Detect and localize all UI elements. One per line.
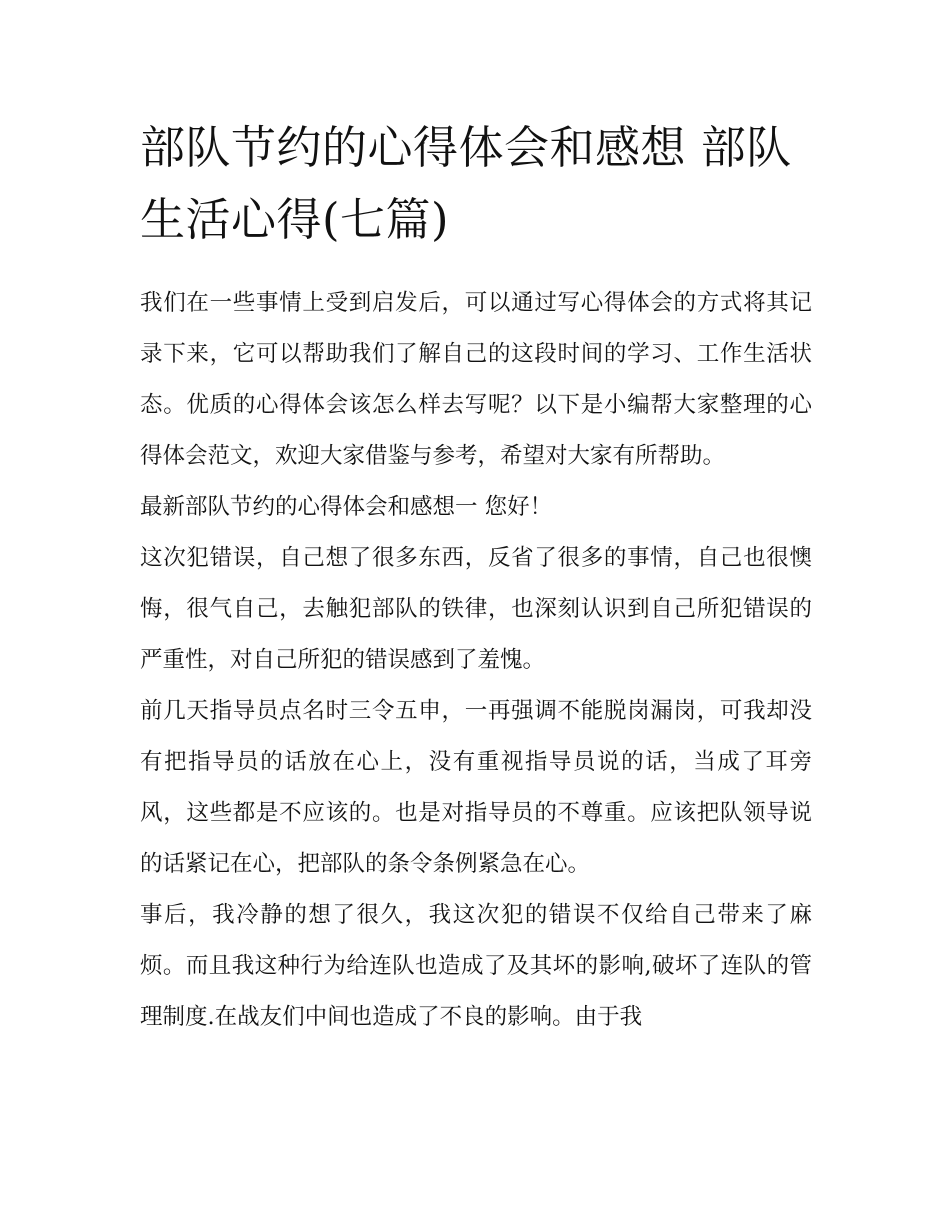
paragraph: 事后，我冷静的想了很久，我这次犯的错误不仅给自己带来了麻烦。而且我这种行为给连队也造成了及其坏的影响,破坏了连队的管理制度.在战友们中间也造成了不良的影响。由于我 [140, 902, 812, 1030]
document-page [140, 112, 812, 1043]
paragraph-heading-greeting: 最新部队节约的心得体会和感想一 您好！ [140, 494, 553, 520]
paragraph: 这次犯错误，自己想了很多东西，反省了很多的事情，自己也很懊悔，很气自己，去触犯部队的铁律，也深刻认识到自己所犯错误的严重性，对自己所犯的错误感到了羞愧。 [140, 545, 812, 673]
paragraph: 前几天指导员点名时三令五申，一再强调不能脱岗漏岗，可我却没有把指导员的话放在心上，没有重视指导员说的话，当成了耳旁风，这些都是不应该的。也是对指导员的不尊重。应该把队领导说的话紧记在心，把部队的条令条例紧急在心。 [140, 698, 812, 877]
document-body [140, 278, 812, 1043]
document-title: 部队节约的心得体会和感想 部队生活心得(七篇) [140, 121, 792, 246]
paragraph-intro: 我们在一些事情上受到启发后，可以通过写心得体会的方式将其记录下来，它可以帮助我们了解自己的这段时间的学习、工作生活状态。优质的心得体会该怎么样去写呢？以下是小编帮大家整理的心得体会范文，欢迎大家借鉴与参考，希望对大家有所帮助。 [140, 290, 812, 469]
